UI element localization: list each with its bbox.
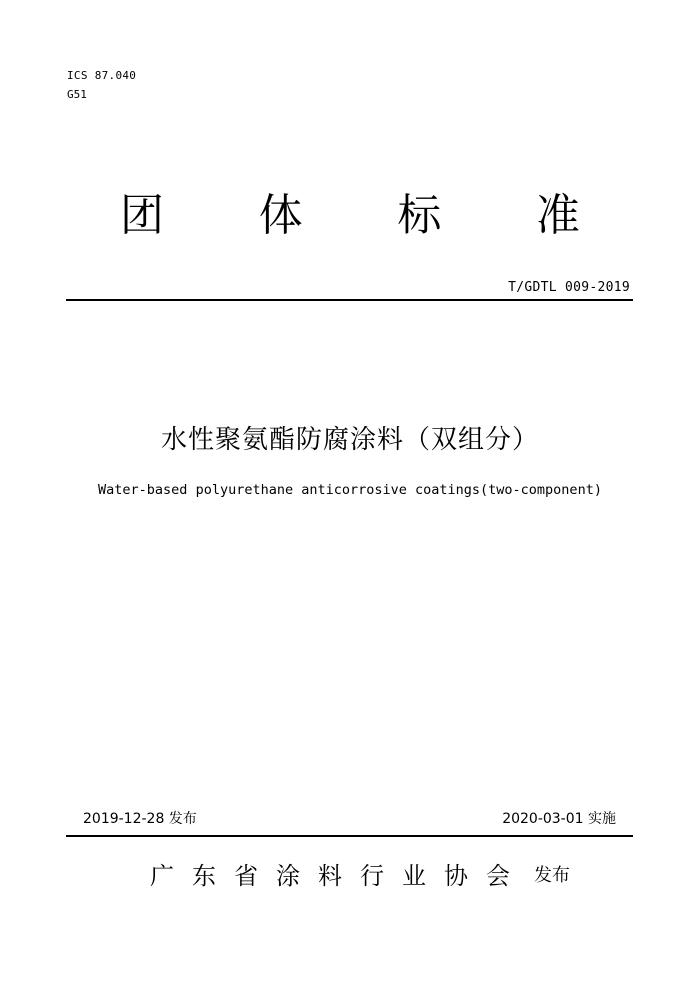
publisher-char: 广 xyxy=(150,862,174,890)
publisher-char: 东 xyxy=(192,862,216,890)
publisher-name xyxy=(150,858,510,894)
title-char: 准 xyxy=(535,190,580,241)
title-char: 体 xyxy=(258,190,303,241)
publisher-char: 协 xyxy=(444,862,468,890)
publisher xyxy=(150,858,570,894)
document-title-cn: 水性聚氨酯防腐涂料（双组分） xyxy=(160,425,539,455)
standard-number: T/GDTL 009-2019 xyxy=(508,280,630,295)
title-char: 团 xyxy=(120,190,164,241)
title-char: 标 xyxy=(397,190,442,241)
classification-code: G51 xyxy=(67,88,87,101)
publisher-suffix: 发布 xyxy=(534,865,570,886)
publisher-char: 料 xyxy=(318,862,342,890)
document-type-title xyxy=(120,186,580,246)
ics-code: ICS 87.040 xyxy=(67,69,137,82)
publisher-char: 涂 xyxy=(276,862,300,890)
publisher-char: 业 xyxy=(402,862,426,890)
publisher-char: 省 xyxy=(234,862,258,890)
publisher-char: 会 xyxy=(486,862,510,890)
issue-date: 2019-12-28 发布 xyxy=(83,811,197,827)
implementation-date: 2020-03-01 实施 xyxy=(502,811,616,827)
document-title-en: Water-based polyurethane anticorrosive coatings(two-component) xyxy=(98,482,602,498)
bottom-divider xyxy=(66,835,633,837)
top-divider xyxy=(66,299,633,301)
publisher-char: 行 xyxy=(360,862,384,890)
